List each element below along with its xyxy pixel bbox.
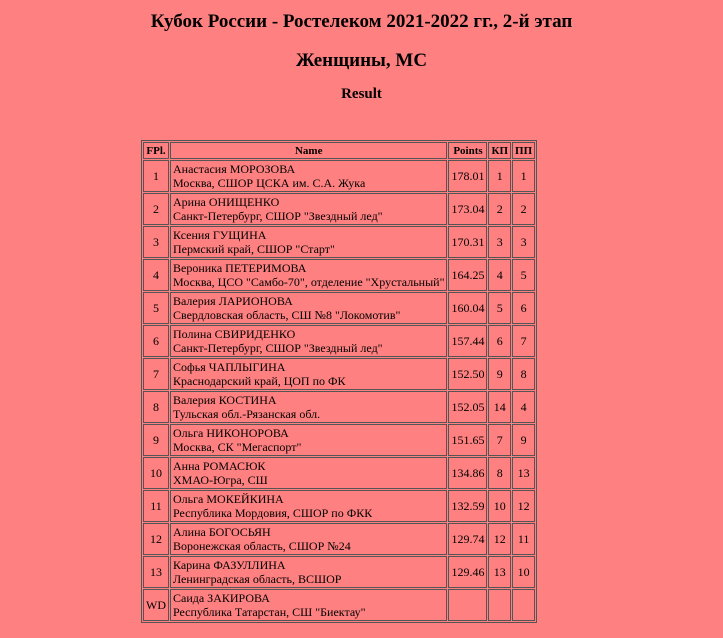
name-cell — [170, 424, 447, 456]
place-cell: 11 — [143, 490, 169, 522]
club-name: Республика Татарстан, СШ "Биектау" — [173, 605, 366, 619]
table-row — [143, 226, 535, 258]
category-heading: Женщины, МС — [295, 50, 428, 71]
pp-cell: 9 — [512, 424, 535, 456]
table-row — [143, 292, 535, 324]
points-cell: 173.04 — [448, 193, 487, 225]
place-cell: 13 — [143, 556, 169, 588]
club-name: Ленинградская область, ВСШОР — [173, 572, 342, 586]
club-name: Тульская обл.-Рязанская обл. — [173, 407, 321, 421]
kp-cell: 7 — [488, 424, 511, 456]
results-table — [141, 140, 537, 623]
kp-cell: 9 — [488, 358, 511, 390]
club-name: Республика Мордовия, СШОР по ФКК — [173, 506, 373, 520]
points-cell: 129.74 — [448, 523, 487, 555]
points-cell: 129.46 — [448, 556, 487, 588]
place-cell: 6 — [143, 325, 169, 357]
place-cell: 8 — [143, 391, 169, 423]
skater-name: Саида ЗАКИРОВА — [173, 591, 270, 605]
club-name: Москва, СК "Мегаспорт" — [173, 440, 302, 454]
place-cell: 7 — [143, 358, 169, 390]
col-pp-header: ПП — [512, 142, 535, 159]
skater-name: Арина ОНИЩЕНКО — [173, 195, 280, 209]
table-row — [143, 556, 535, 588]
name-cell — [170, 589, 447, 621]
skater-name: Валерия КОСТИНА — [173, 393, 277, 407]
name-cell — [170, 325, 447, 357]
table-row — [143, 523, 535, 555]
pp-cell: 11 — [512, 523, 535, 555]
club-name: Москва, СШОР ЦСКА им. С.А. Жука — [173, 176, 366, 190]
place-cell: 5 — [143, 292, 169, 324]
table-row — [143, 193, 535, 225]
pp-cell — [512, 589, 535, 621]
page-title: Кубок России - Ростелеком 2021-2022 гг., 2-й этап — [150, 11, 573, 32]
skater-name: Анна РОМАСЮК — [173, 459, 266, 473]
club-name: Санкт-Петербург, СШОР "Звездный лед" — [173, 209, 383, 223]
table-row — [143, 160, 535, 192]
club-name: Свердловская область, СШ №8 "Локомотив" — [173, 308, 401, 322]
name-cell — [170, 259, 447, 291]
table-row — [143, 391, 535, 423]
name-cell — [170, 160, 447, 192]
kp-cell: 12 — [488, 523, 511, 555]
pp-cell: 3 — [512, 226, 535, 258]
name-cell — [170, 193, 447, 225]
skater-name: Софья ЧАПЛЫГИНА — [173, 360, 286, 374]
place-cell: 12 — [143, 523, 169, 555]
kp-cell: 5 — [488, 292, 511, 324]
name-cell — [170, 292, 447, 324]
points-cell: 157.44 — [448, 325, 487, 357]
points-cell: 152.05 — [448, 391, 487, 423]
club-name: Москва, ЦСО "Самбо-70", отделение "Хрустальный" — [173, 275, 445, 289]
name-cell — [170, 523, 447, 555]
pp-cell: 2 — [512, 193, 535, 225]
kp-cell: 14 — [488, 391, 511, 423]
points-cell: 152.50 — [448, 358, 487, 390]
table-row — [143, 457, 535, 489]
table-row — [143, 424, 535, 456]
points-cell: 134.86 — [448, 457, 487, 489]
club-name: Санкт-Петербург, СШОР "Звездный лед" — [173, 341, 383, 355]
skater-name: Анастасия МОРОЗОВА — [173, 162, 296, 176]
kp-cell: 8 — [488, 457, 511, 489]
points-cell: 151.65 — [448, 424, 487, 456]
skater-name: Ксения ГУЩИНА — [173, 228, 267, 242]
pp-cell: 4 — [512, 391, 535, 423]
place-cell: 10 — [143, 457, 169, 489]
points-cell: 164.25 — [448, 259, 487, 291]
name-cell — [170, 490, 447, 522]
kp-cell: 3 — [488, 226, 511, 258]
col-kp-header: КП — [488, 142, 511, 159]
pp-cell: 7 — [512, 325, 535, 357]
place-cell: WD — [143, 589, 169, 621]
pp-cell: 12 — [512, 490, 535, 522]
name-cell — [170, 226, 447, 258]
place-cell: 9 — [143, 424, 169, 456]
points-cell: 160.04 — [448, 292, 487, 324]
pp-cell: 8 — [512, 358, 535, 390]
skater-name: Алина БОГОСЬЯН — [173, 525, 271, 539]
kp-cell — [488, 589, 511, 621]
club-name: Пермский край, СШОР "Старт" — [173, 242, 335, 256]
header-row — [143, 142, 535, 159]
table-row — [143, 358, 535, 390]
pp-cell: 6 — [512, 292, 535, 324]
pp-cell: 10 — [512, 556, 535, 588]
section-heading: Result — [341, 86, 382, 102]
col-place-header: FPl. — [143, 142, 169, 159]
place-cell: 4 — [143, 259, 169, 291]
points-cell: 178.01 — [448, 160, 487, 192]
name-cell — [170, 391, 447, 423]
table-row — [143, 589, 535, 621]
skater-name: Вероника ПЕТЕРИМОВА — [173, 261, 307, 275]
points-cell: 132.59 — [448, 490, 487, 522]
name-cell — [170, 556, 447, 588]
place-cell: 1 — [143, 160, 169, 192]
col-points-header: Points — [448, 142, 487, 159]
name-cell — [170, 457, 447, 489]
table-row — [143, 259, 535, 291]
kp-cell: 1 — [488, 160, 511, 192]
points-cell: 170.31 — [448, 226, 487, 258]
pp-cell: 1 — [512, 160, 535, 192]
name-cell — [170, 358, 447, 390]
place-cell: 2 — [143, 193, 169, 225]
kp-cell: 6 — [488, 325, 511, 357]
club-name: Краснодарский край, ЦОП по ФК — [173, 374, 346, 388]
kp-cell: 4 — [488, 259, 511, 291]
skater-name: Ольга НИКОНОРОВА — [173, 426, 289, 440]
table-row — [143, 490, 535, 522]
place-cell: 3 — [143, 226, 169, 258]
kp-cell: 10 — [488, 490, 511, 522]
pp-cell: 13 — [512, 457, 535, 489]
skater-name: Валерия ЛАРИОНОВА — [173, 294, 293, 308]
table-row — [143, 325, 535, 357]
kp-cell: 2 — [488, 193, 511, 225]
kp-cell: 13 — [488, 556, 511, 588]
skater-name: Карина ФАЗУЛЛИНА — [173, 558, 286, 572]
skater-name: Полина СВИРИДЕНКО — [173, 327, 296, 341]
points-cell — [448, 589, 487, 621]
skater-name: Ольга МОКЕЙКИНА — [173, 492, 284, 506]
club-name: Воронежская область, СШОР №24 — [173, 539, 351, 553]
col-name-header: Name — [170, 142, 447, 159]
pp-cell: 5 — [512, 259, 535, 291]
club-name: ХМАО-Югра, СШ — [173, 473, 268, 487]
